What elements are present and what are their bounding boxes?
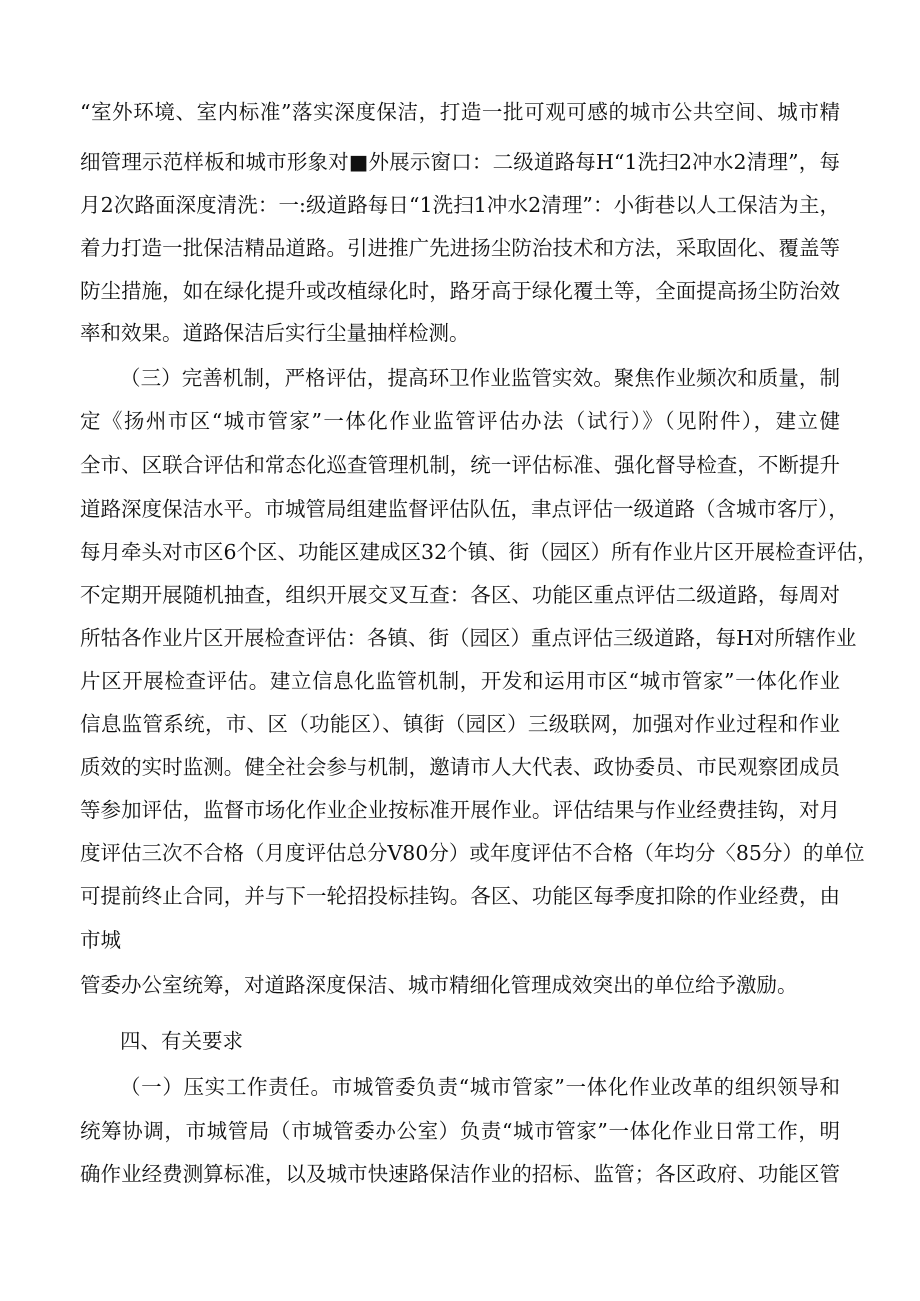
paragraph-first-line: （一）压实工作责任。市城管委负责“城市管家”一体化作业改革的组织领导和 <box>120 1075 840 1099</box>
body-text-line: 片区开展检查评估。建立信息化监管机制，开发和运用市区“城市管家”一体化作业 <box>80 669 840 693</box>
body-text-line: 细管理示范样板和城市形象对■外展示窗口：二级道路每H“1洗扫2冲水2清理”，每 <box>80 150 840 174</box>
body-text-line: 全市、区联合评估和常态化巡查管理机制，统一评估标准、强化督导检查，不断提升 <box>80 453 840 477</box>
body-text-line: 度评估三次不合格（月度评估总分V80分）或年度评估不合格（年均分〈85分）的单位 <box>80 841 865 865</box>
body-text-line: 每月牵头对市区6个区、功能区建成区32个镇、街（园区）所有作业片区开展检查评估， <box>80 540 878 564</box>
body-text-line: 所牯各作业片区开展检查评估：各镇、街（园区）重点评估三级道路，每H对所辖作业 <box>80 626 857 650</box>
body-text-line: 市城 <box>80 928 121 952</box>
body-text-line: 质效的实时监测。健全社会参与机制，邀请市人大代表、政协委员、市民观察团成员 <box>80 755 840 779</box>
section-heading: 四、有关要求 <box>120 1029 243 1053</box>
body-text-line: 信息监管系统，市、区（功能区）、镇街（园区）三级联网，加强对作业过程和作业 <box>80 712 840 736</box>
body-text-line: 不定期开展随机抽查，组织开展交叉互查：各区、功能区重点评估二级道路，每周对 <box>80 583 840 607</box>
body-text-line: 率和效果。道路保洁后实行尘量抽样检测。 <box>80 321 470 345</box>
body-text-line: 防尘措施，如在绿化提升或改植绿化时，路牙高于绿化覆土等，全面提高扬尘防治效 <box>80 279 840 303</box>
paragraph-first-line: （三）完善机制，严格评估，提高环卫作业监管实效。聚焦作业频次和质量，制 <box>120 366 840 390</box>
body-text-line: “室外环境、室内标准”落实深度保洁，打造一批可观可感的城市公共空间、城市精 <box>80 100 840 124</box>
body-text-line: 等参加评估，监督市场化作业企业按标准开展作业。评估结果与作业经费挂钩，对月 <box>80 798 840 822</box>
body-text-line: 着力打造一批保洁精品道路。引进推广先进扬尘防治技术和方法，采取固化、覆盖等 <box>80 236 840 260</box>
body-text-line: 月2次路面深度清洗：一:级道路每日“1洗扫1冲水2清理”：小街巷以人工保洁为主， <box>80 193 840 217</box>
body-text-line: 统筹协调，市城管局（市城管委办公室）负责“城市管家”一体化作业日常工作，明 <box>80 1119 840 1143</box>
body-text-line: 可提前终止合同，并与下一轮招投标挂钩。各区、功能区每季度扣除的作业经费，由 <box>80 884 840 908</box>
body-text-line: 定《扬州市区“城市管家”一体化作业监管评估办法（试行）》（见附件），建立健 <box>80 409 840 433</box>
body-text-line: 管委办公室统筹，对道路深度保洁、城市精细化管理成效突出的单位给予激励。 <box>80 973 798 997</box>
body-text-line: 道路深度保洁水平。市城管局组建监督评估队伍，聿点评估一级道路（含城市客厅）， <box>80 497 849 521</box>
body-text-line: 确作业经费测算标准，以及城市快速路保洁作业的招标、监管；各区政府、功能区管 <box>80 1162 840 1186</box>
